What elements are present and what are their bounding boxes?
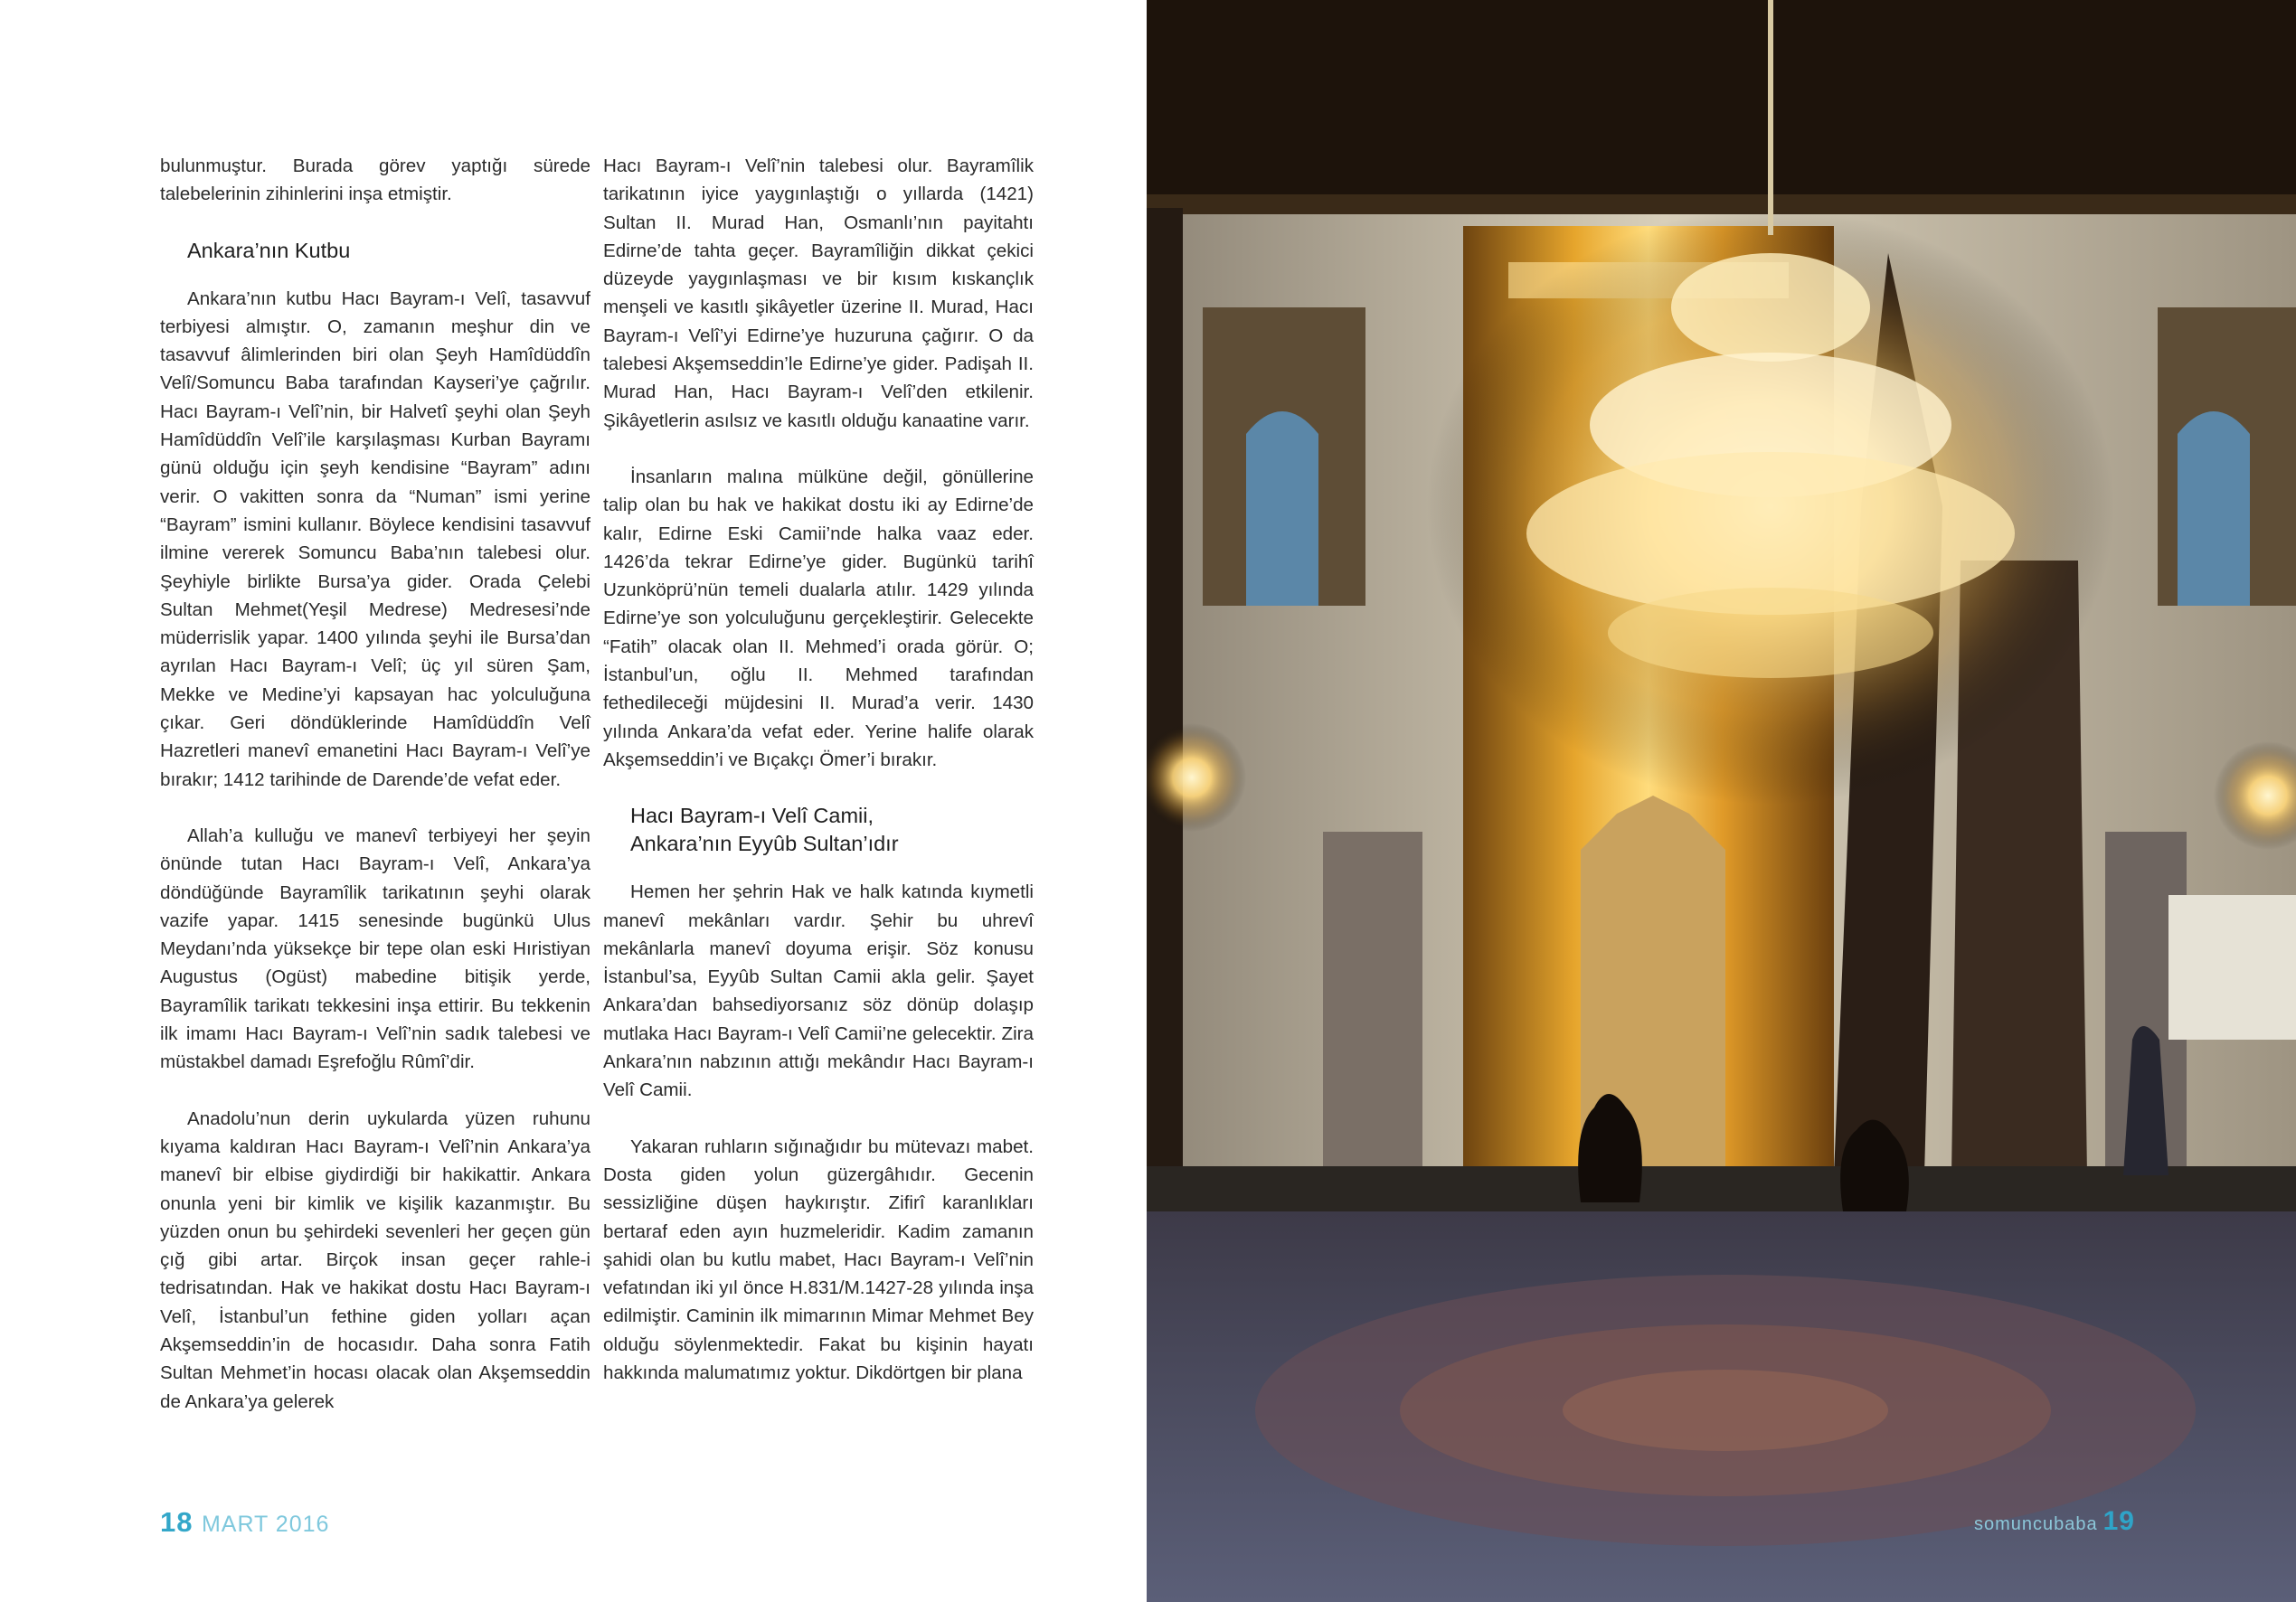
paragraph: Hemen her şehrin Hak ve halk katında kıymetli manevî mekânları vardır. Şehir bu uhrevî mekânlarla manevî doyuma erişir. Söz konusu İstanbul’sa, Eyyûb Sultan Camii akla gelir. Şayet Ankara’dan bahsediyorsanız söz dönüp dolaşıp mutlaka Hacı Bayram-ı Velî Camii’ne gelecektir. Zira Ankara’nın nabzının attığı mekândır Hacı Bayram-ı Velî Camii. [603, 881, 1034, 1101]
text-column-2 [603, 152, 1034, 1415]
brand-name: somuncubaba [1973, 1514, 2098, 1534]
paragraph: Ankara’nın kutbu Hacı Bayram-ı Velî, tasavvuf terbiyesi almıştır. O, zamanın meşhur din ve tasavvuf âlimlerinden biri olan Şeyh Hamîdüddîn Velî/Somuncu Baba tarafından Kayseri’ye çağrılır. Hacı Bayram-ı Velî’nin, bir Halvetî şeyhi olan Şeyh Hamîdüddîn Velî’ile karşılaşması Kurban Bayramı günü olduğu için şeyh kendisine “Bayram” adını verir. O vakitten sonra da “Numan” ismi yerine “Bayram” ismini kullanır. Böylece kendisini tasavvuf ilmine vererek Somuncu Baba’nın talebesi olur. Şeyhiyle birlikte Bursa’ya gider. Orada Çelebi Sultan Mehmet(Yeşil Medrese) Medresesi’nde müderrislik yapar. 1400 yılında şeyhi ile Bursa’dan ayrılan Hacı Bayram-ı Velî; üç yıl süren Şam, Mekke ve Medine’yi kapsayan hac yolculuğuna çıkar. Geri döndüklerinde Hamîdüddîn Velî Hazretleri manevî emanetini Hacı Bayram-ı Velî’ye bırakır; 1412 tarihinde de Darende’de vefat eder. [160, 287, 591, 790]
paragraph: İnsanların malına mülküne değil, gönüllerine talip olan bu hak ve hakikat dostu iki ay Edirne’de kalır, Edirne Eski Camii’nde halka vaaz eder. 1426’da tekrar Edirne’ye gider. Bugünkü tarihî Uzunköprü’nün temeli dualarla atılır. 1429 yılında Edirne’ye son yolculuğunu gerçekleştirir. Gelecekte “Fatih” olacak olan II. Mehmed’i orada görür. O; İstanbul’un, oğlu II. Mehmed tarafından fethedileceği müjdesini II. Murad’a verir. 1430 yılında Ankara’da vefat eder. Yerine halife olarak Akşemseddin’i ve Bıçakçı Ömer’i bırakır. [603, 466, 1034, 770]
mosque-interior-photo [1147, 0, 2296, 1602]
heading-line: Hacı Bayram-ı Velî Camii, [630, 804, 874, 828]
left-page [0, 0, 1147, 1602]
page-number: 19 [2102, 1506, 2135, 1536]
paragraph: Anadolu’nun derin uykularda yüzen ruhunu kıyama kaldıran Hacı Bayram-ı Velî’nin Ankara’ya manevî bir elbise giydirdiği bir hakikattir. Ankara onunla yeni bir kimlik ve kişilik kazanmıştır. Bu yüzden onun bu şehirdeki sevenleri her geçen gün çığ gibi artar. Birçok insan geçer rahle-i tedrisatından. Hak ve hakikat dostu Hacı Bayram-ı Velî, İstanbul’un fethine giden yolları açan Akşemseddin’in de hocasıdır. Daha sonra Fatih Sultan Mehmet’in hocası olacak olan Akşemseddin de Ankara’ya gelerek [160, 1107, 591, 1412]
heading-line: Ankara’nın Eyyûb Sultan’ıdır [630, 832, 899, 856]
text-column-1 [160, 152, 591, 1444]
page-folio-left [160, 1506, 329, 1539]
photo-illustration [1147, 0, 2296, 1602]
issue-date: MART 2016 [201, 1512, 330, 1537]
paragraph: bulunmuştur. Burada görev yaptığı sürede talebelerinin zihinlerini inşa etmiştir. [160, 155, 591, 205]
paragraph: Hacı Bayram-ı Velî’nin talebesi olur. Bayramîlik tarikatının iyice yaygınlaştığı o yıllarda (1421) Sultan II. Murad Han, Osmanlı’nın payitahtı Edirne’de tahta geçer. Bayramîliğin dikkat çekici düzeyde yaygınlaşması ve bir kısım kıskançlık menşeli ve kasıtlı şikâyetler üzerine II. Murad, Hacı Bayram-ı Velî’yi Edirne’ye huzuruna çağırır. O da talebesi Akşemseddin’le Edirne’ye gider. Padişah II. Murad Han, Hacı Bayram-ı Velî’den etkilenir. Şikâyetlerin asılsız ve kasıtlı olduğu kanaatine varır. [603, 155, 1034, 431]
paragraph: Allah’a kulluğu ve manevî terbiyeyi her şeyin önünde tutan Hacı Bayram-ı Velî, Ankara’ya döndüğünde Bayramîlik tarikatının şeyhi olarak vazife yapar. 1415 senesinde bugünkü Ulus Meydanı’nda yüksekçe bir tepe olan eski Hıristiyan Augustus (Ogüst) mabedine bitişik yerde, Bayramîlik tarikatı tekkesini inşa ettirir. Bu tekkenin ilk imamı Hacı Bayram-ı Velî’nin sadık talebesi ve müstakbel damadı Eşrefoğlu Rûmî’dir. [160, 825, 591, 1073]
page-folio-right [1974, 1506, 2135, 1537]
section-heading-haci-bayram-camii [630, 802, 1034, 858]
paragraph: Yakaran ruhların sığınağıdır bu mütevazı mabet. Dosta giden yolun güzergâhıdır. Gecenin sessizliğine düşen haykırıştır. Zifirî karanlıkları bertaraf eden ayın huzmeleridir. Kadim zamanın şahidi olan bu kutlu mabet, Hacı Bayram-ı Velî’nin vefatından iki yıl önce H.831/M.1427-28 yılında inşa edilmiştir. Caminin ilk mimarının Mimar Mehmet Bey olduğu söylenmektedir. Fakat bu kişinin hayatı hakkında malumatımız yoktur. Dikdörtgen bir plana [603, 1136, 1034, 1383]
section-heading-ankaranin-kutbu: Ankara’nın Kutbu [187, 238, 351, 262]
page-number: 18 [160, 1506, 194, 1538]
